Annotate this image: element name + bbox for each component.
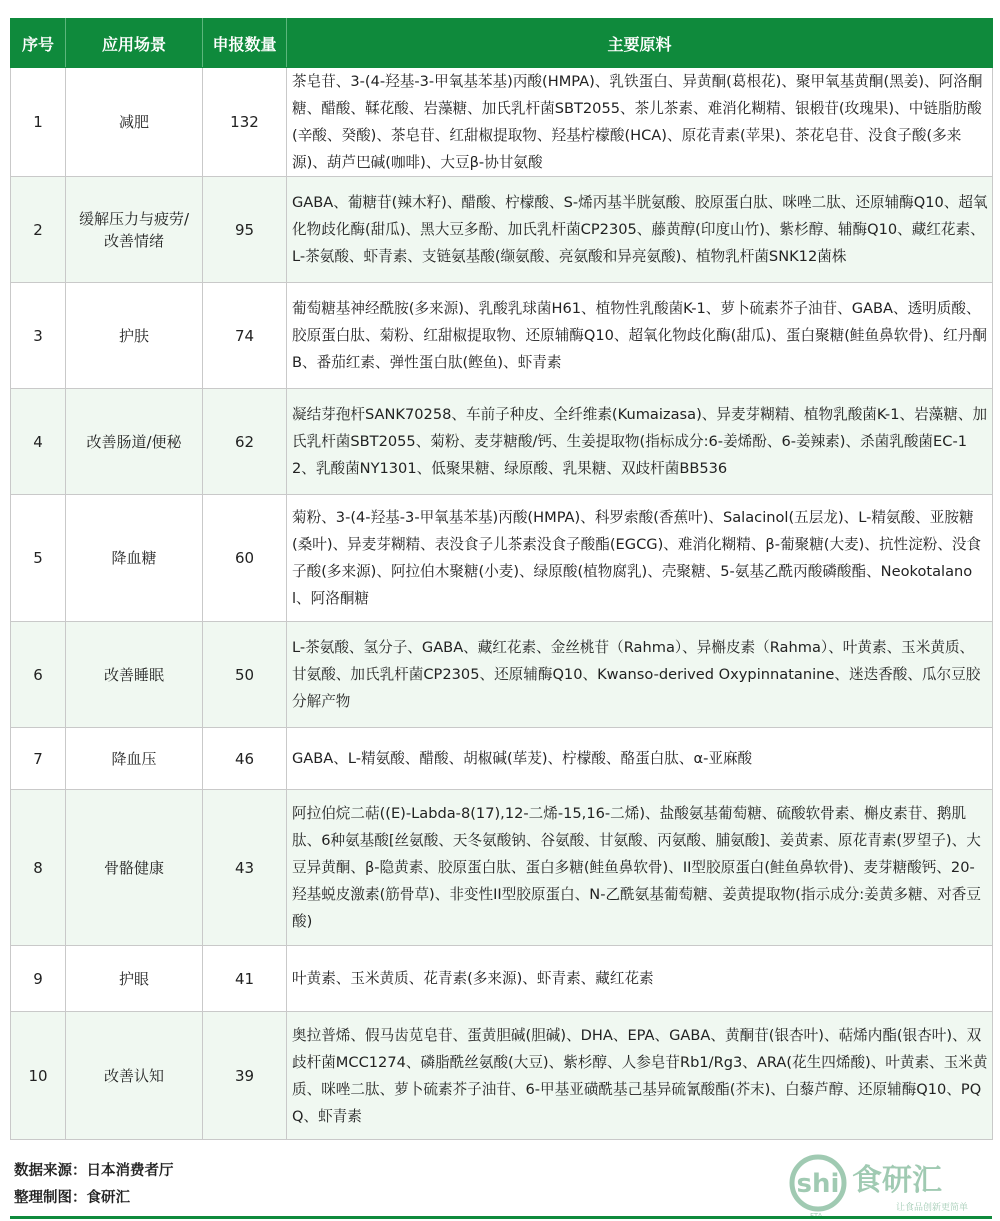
chart-maker: 整理制图：食研汇 xyxy=(14,1190,130,1206)
materials-table-container xyxy=(10,18,992,1140)
row-count: 74 xyxy=(203,283,287,389)
table-row xyxy=(11,728,993,790)
header-scene: 应用场景 xyxy=(66,19,203,68)
row-no: 10 xyxy=(11,1012,66,1140)
data-source: 数据来源：日本消费者厅 xyxy=(14,1163,174,1179)
row-no: 9 xyxy=(11,946,66,1012)
row-no: 1 xyxy=(11,68,66,177)
row-materials: 叶黄素、玉米黄质、花青素(多来源)、虾青素、藏红花素 xyxy=(287,946,993,1012)
row-no: 3 xyxy=(11,283,66,389)
row-scene: 改善睡眠 xyxy=(66,622,203,728)
footer-divider xyxy=(10,1216,992,1219)
table-row xyxy=(11,389,993,495)
brand-watermark xyxy=(786,1150,991,1220)
table-row xyxy=(11,495,993,622)
table-row xyxy=(11,946,993,1012)
row-materials: 茶皂苷、3-(4-羟基-3-甲氧基苯基)丙酸(HMPA)、乳铁蛋白、异黄酮(葛根花)、聚甲氧基黄酮(黑姜)、阿洛酮糖、醋酸、鞣花酸、岩藻糖、加氏乳杆菌SBT2055、茶儿茶素、难消化糊精、银椴苷(玫瑰果)、中链脂肪酸(辛酸、癸酸)、茶皂苷、红甜椒提取物、羟基柠檬酸(HCA)、原花青素(苹果)、茶花皂苷、没食子酸(多来源)、葫芦巴碱(咖啡)、大豆β-协甘氨酸 xyxy=(287,68,993,177)
row-count: 50 xyxy=(203,622,287,728)
row-materials: 葡萄糖基神经酰胺(多来源)、乳酸乳球菌H61、植物性乳酸菌K-1、萝卜硫素芥子油苷、GABA、透明质酸、胶原蛋白肽、菊粉、红甜椒提取物、还原辅酶Q10、超氧化物歧化酶(甜瓜)、蛋白聚糖(鲑鱼鼻软骨)、红丹酮B、番茄红素、弹性蛋白肽(鲣鱼)、虾青素 xyxy=(287,283,993,389)
header-materials: 主要原料 xyxy=(287,19,993,68)
row-scene: 改善认知 xyxy=(66,1012,203,1140)
brand-tagline: 让食品创新更简单 xyxy=(896,1203,969,1213)
table-row xyxy=(11,177,993,283)
row-materials: GABA、L-精氨酸、醋酸、胡椒碱(荜茇)、柠檬酸、酪蛋白肽、α-亚麻酸 xyxy=(287,728,993,790)
row-count: 95 xyxy=(203,177,287,283)
row-no: 6 xyxy=(11,622,66,728)
row-scene: 降血压 xyxy=(66,728,203,790)
row-materials: 菊粉、3-(4-羟基-3-甲氧基苯基)丙酸(HMPA)、科罗索酸(香蕉叶)、Salacinol(五层龙)、L-精氨酸、亚胺糖(桑叶)、异麦芽糊精、表没食子儿茶素没食子酸酯(EGCG)、难消化糊精、β-葡聚糖(大麦)、抗性淀粉、没食子酸(多来源)、阿拉伯木聚糖(小麦)、绿原酸(植物腐乳)、壳聚糖、5-氨基乙酰丙酸磷酸酯、Neokotalanol、阿洛酮糖 xyxy=(287,495,993,622)
row-materials: 凝结芽孢杆SANK70258、车前子种皮、全纤维素(Kumaizasa)、异麦芽糊精、植物乳酸菌K-1、岩藻糖、加氏乳杆菌SBT2055、菊粉、麦芽糖酸/钙、生姜提取物(指标成分:6-姜烯酚、6-姜辣素)、杀菌乳酸菌EC-12、乳酸菌NY1301、低聚果糖、绿原酸、乳果糖、双歧杆菌BB536 xyxy=(287,389,993,495)
row-no: 4 xyxy=(11,389,66,495)
row-no: 5 xyxy=(11,495,66,622)
header-no: 序号 xyxy=(11,19,66,68)
row-count: 62 xyxy=(203,389,287,495)
row-materials: 奥拉普烯、假马齿苋皂苷、蛋黄胆碱(胆碱)、DHA、EPA、GABA、黄酮苷(银杏叶)、萜烯内酯(银杏叶)、双歧杆菌MCC1274、磷脂酰丝氨酸(大豆)、紫杉醇、人参皂苷Rb1/Rg3、ARA(花生四烯酸)、叶黄素、玉米黄质、咪唑二肽、萝卜硫素芥子油苷、6-甲基亚磺酰基己基异硫氰酸酯(芥末)、白藜芦醇、还原辅酶Q10、PQQ、虾青素 xyxy=(287,1012,993,1140)
brand-logo-mark: shi xyxy=(796,1169,840,1199)
row-scene: 护肤 xyxy=(66,283,203,389)
row-materials: 阿拉伯烷二萜((E)-Labda-8(17),12-二烯-15,16-二烯)、盐酸氨基葡萄糖、硫酸软骨素、槲皮素苷、鹅肌肽、6种氨基酸[丝氨酸、天冬氨酸钠、谷氨酸、甘氨酸、丙氨酸、脯氨酸]、姜黄素、原花青素(罗望子)、大豆异黄酮、β-隐黄素、胶原蛋白肽、蛋白多糖(鲑鱼鼻软骨)、II型胶原蛋白(鲑鱼鼻软骨)、麦芽糖酸钙、20-羟基蜕皮激素(筋骨草)、非变性II型胶原蛋白、N-乙酰氨基葡萄糖、姜黄提取物(指示成分:姜黄多糖、对香豆酸) xyxy=(287,790,993,946)
table-row xyxy=(11,68,993,177)
row-materials: L-茶氨酸、氢分子、GABA、藏红花素、金丝桃苷（Rahma）、异槲皮素（Rahma）、叶黄素、玉米黄质、甘氨酸、加氏乳杆菌CP2305、还原辅酶Q10、Kwanso-derived Oxypinnatanine、迷迭香酸、瓜尔豆胶分解产物 xyxy=(287,622,993,728)
row-materials: GABA、葡糖苷(辣木籽)、醋酸、柠檬酸、S-烯丙基半胱氨酸、胶原蛋白肽、咪唑二肽、还原辅酶Q10、超氧化物歧化酶(甜瓜)、黑大豆多酚、加氏乳杆菌CP2305、藤黄醇(印度山竹)、紫杉醇、辅酶Q10、藏红花素、L-茶氨酸、虾青素、支链氨基酸(缬氨酸、亮氨酸和异亮氨酸)、植物乳杆菌SNK12菌株 xyxy=(287,177,993,283)
table-row xyxy=(11,283,993,389)
row-scene: 骨骼健康 xyxy=(66,790,203,946)
table-header-row xyxy=(11,19,993,68)
table-row xyxy=(11,1012,993,1140)
table-row xyxy=(11,790,993,946)
row-scene: 缓解压力与疲劳/改善情绪 xyxy=(66,177,203,283)
row-scene: 降血糖 xyxy=(66,495,203,622)
row-count: 39 xyxy=(203,1012,287,1140)
row-count: 43 xyxy=(203,790,287,946)
row-scene: 护眼 xyxy=(66,946,203,1012)
header-count: 申报数量 xyxy=(203,19,287,68)
row-no: 8 xyxy=(11,790,66,946)
materials-table xyxy=(10,18,993,1140)
brand-name: 食研汇 xyxy=(852,1163,942,1198)
table-row xyxy=(11,622,993,728)
row-count: 41 xyxy=(203,946,287,1012)
row-no: 7 xyxy=(11,728,66,790)
row-no: 2 xyxy=(11,177,66,283)
row-count: 46 xyxy=(203,728,287,790)
row-count: 60 xyxy=(203,495,287,622)
row-count: 132 xyxy=(203,68,287,177)
row-scene: 改善肠道/便秘 xyxy=(66,389,203,495)
row-scene: 减肥 xyxy=(66,68,203,177)
